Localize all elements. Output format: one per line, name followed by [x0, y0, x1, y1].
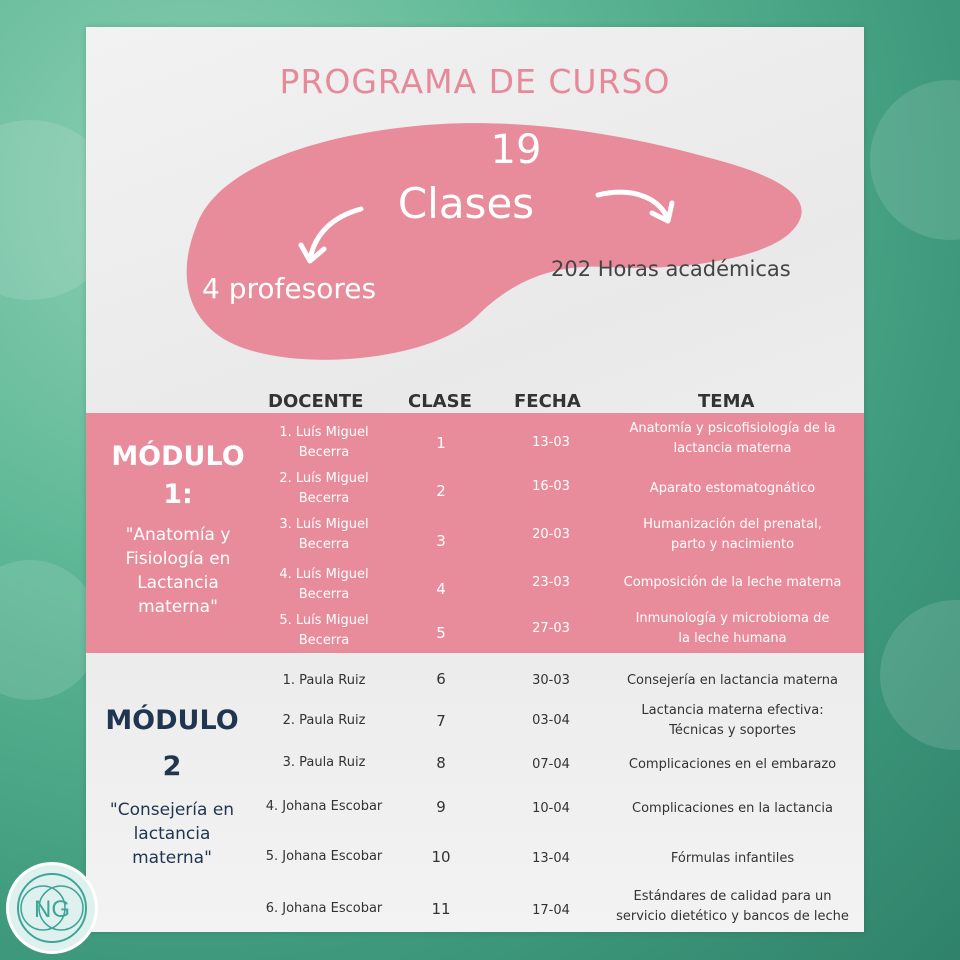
clase-cell: 2: [436, 482, 446, 500]
ng-logo-icon: [6, 862, 98, 954]
fecha-cell: 10-04: [532, 801, 570, 816]
fecha-cell: 03-04: [532, 713, 570, 728]
tema-cell: Complicaciones en la lactancia: [632, 801, 833, 816]
tema-cell: Complicaciones en el embarazo: [628, 757, 837, 772]
fecha-cell: 17-04: [532, 903, 570, 918]
docente-cell: 1. Paula Ruiz: [282, 673, 366, 688]
academic-hours: 202 Horas académicas: [551, 257, 791, 281]
bokeh-decoration: [0, 560, 100, 700]
svg-text:NG: NG: [34, 896, 70, 923]
clase-cell: 3: [436, 532, 446, 550]
bokeh-decoration: [880, 600, 960, 750]
tema-cell: Lactancia materna efectiva: Técnicas y soportes: [641, 703, 824, 738]
docente-cell: 3. Luís Miguel Becerra: [279, 517, 369, 552]
docente-cell: 3. Paula Ruiz: [282, 755, 366, 770]
clase-cell: 6: [436, 670, 446, 688]
module-1-band: [86, 413, 864, 653]
tema-cell: Fórmulas infantiles: [670, 851, 795, 866]
page-title: PROGRAMA DE CURSO: [279, 62, 671, 101]
course-program-card: [86, 27, 864, 932]
module-2-heading: MÓDULO: [105, 705, 239, 736]
classes-count: 19: [490, 127, 542, 173]
tema-cell: Estándares de calidad para un servicio dietético y bancos de leche: [616, 889, 849, 924]
fecha-cell: 16-03: [532, 479, 570, 494]
docente-cell: 5. Johana Escobar: [265, 849, 383, 864]
bokeh-decoration: [870, 80, 960, 240]
fecha-cell: 23-03: [532, 575, 570, 590]
module-2-title: "Consejería en lactancia materna": [109, 800, 235, 868]
clase-cell: 10: [431, 848, 451, 866]
fecha-cell: 07-04: [532, 757, 570, 772]
docente-cell: 4. Johana Escobar: [265, 799, 383, 814]
clase-cell: 9: [436, 798, 446, 816]
classes-label: Clases: [397, 179, 535, 228]
docente-cell: 4. Luís Miguel Becerra: [279, 567, 369, 602]
module-1-number: 1:: [163, 479, 193, 510]
clase-cell: 4: [436, 580, 446, 598]
docente-cell: 6. Johana Escobar: [265, 901, 383, 916]
docente-cell: 5. Luís Miguel Becerra: [279, 613, 369, 648]
module-2-number: 2: [162, 751, 182, 782]
docente-cell: 2. Luís Miguel Becerra: [279, 471, 369, 506]
clase-cell: 1: [436, 434, 446, 452]
clase-cell: 5: [436, 624, 446, 642]
fecha-cell: 20-03: [532, 527, 570, 542]
tema-cell: Composición de la leche materna: [623, 575, 842, 590]
tema-cell: Humanización del prenatal, parto y nacimiento: [643, 517, 822, 552]
tema-cell: Inmunología y microbioma de la leche humana: [635, 611, 830, 646]
docente-cell: 2. Paula Ruiz: [282, 713, 366, 728]
tema-cell: Anatomía y psicofisiología de la lactancia materna: [629, 421, 836, 456]
fecha-cell: 27-03: [532, 621, 570, 636]
teachers-count: 4 profesores: [202, 272, 377, 305]
clase-cell: 8: [436, 754, 446, 772]
header-clase: CLASE: [408, 391, 472, 412]
header-fecha: FECHA: [514, 391, 581, 412]
clase-cell: 11: [431, 900, 451, 918]
docente-cell: 1. Luís Miguel Becerra: [279, 425, 369, 460]
module-1-title: "Anatomía y Fisiología en Lactancia materna": [125, 525, 231, 617]
tema-cell: Consejería en lactancia materna: [626, 673, 838, 688]
clase-cell: 7: [436, 712, 446, 730]
fecha-cell: 30-03: [532, 673, 570, 688]
fecha-cell: 13-04: [532, 851, 570, 866]
module-2-band: [86, 653, 864, 932]
module-1-heading: MÓDULO: [111, 441, 245, 472]
header-docente: DOCENTE: [268, 391, 364, 412]
tema-cell: Aparato estomatognático: [649, 481, 816, 496]
header-tema: TEMA: [698, 391, 755, 412]
fecha-cell: 13-03: [532, 435, 570, 450]
